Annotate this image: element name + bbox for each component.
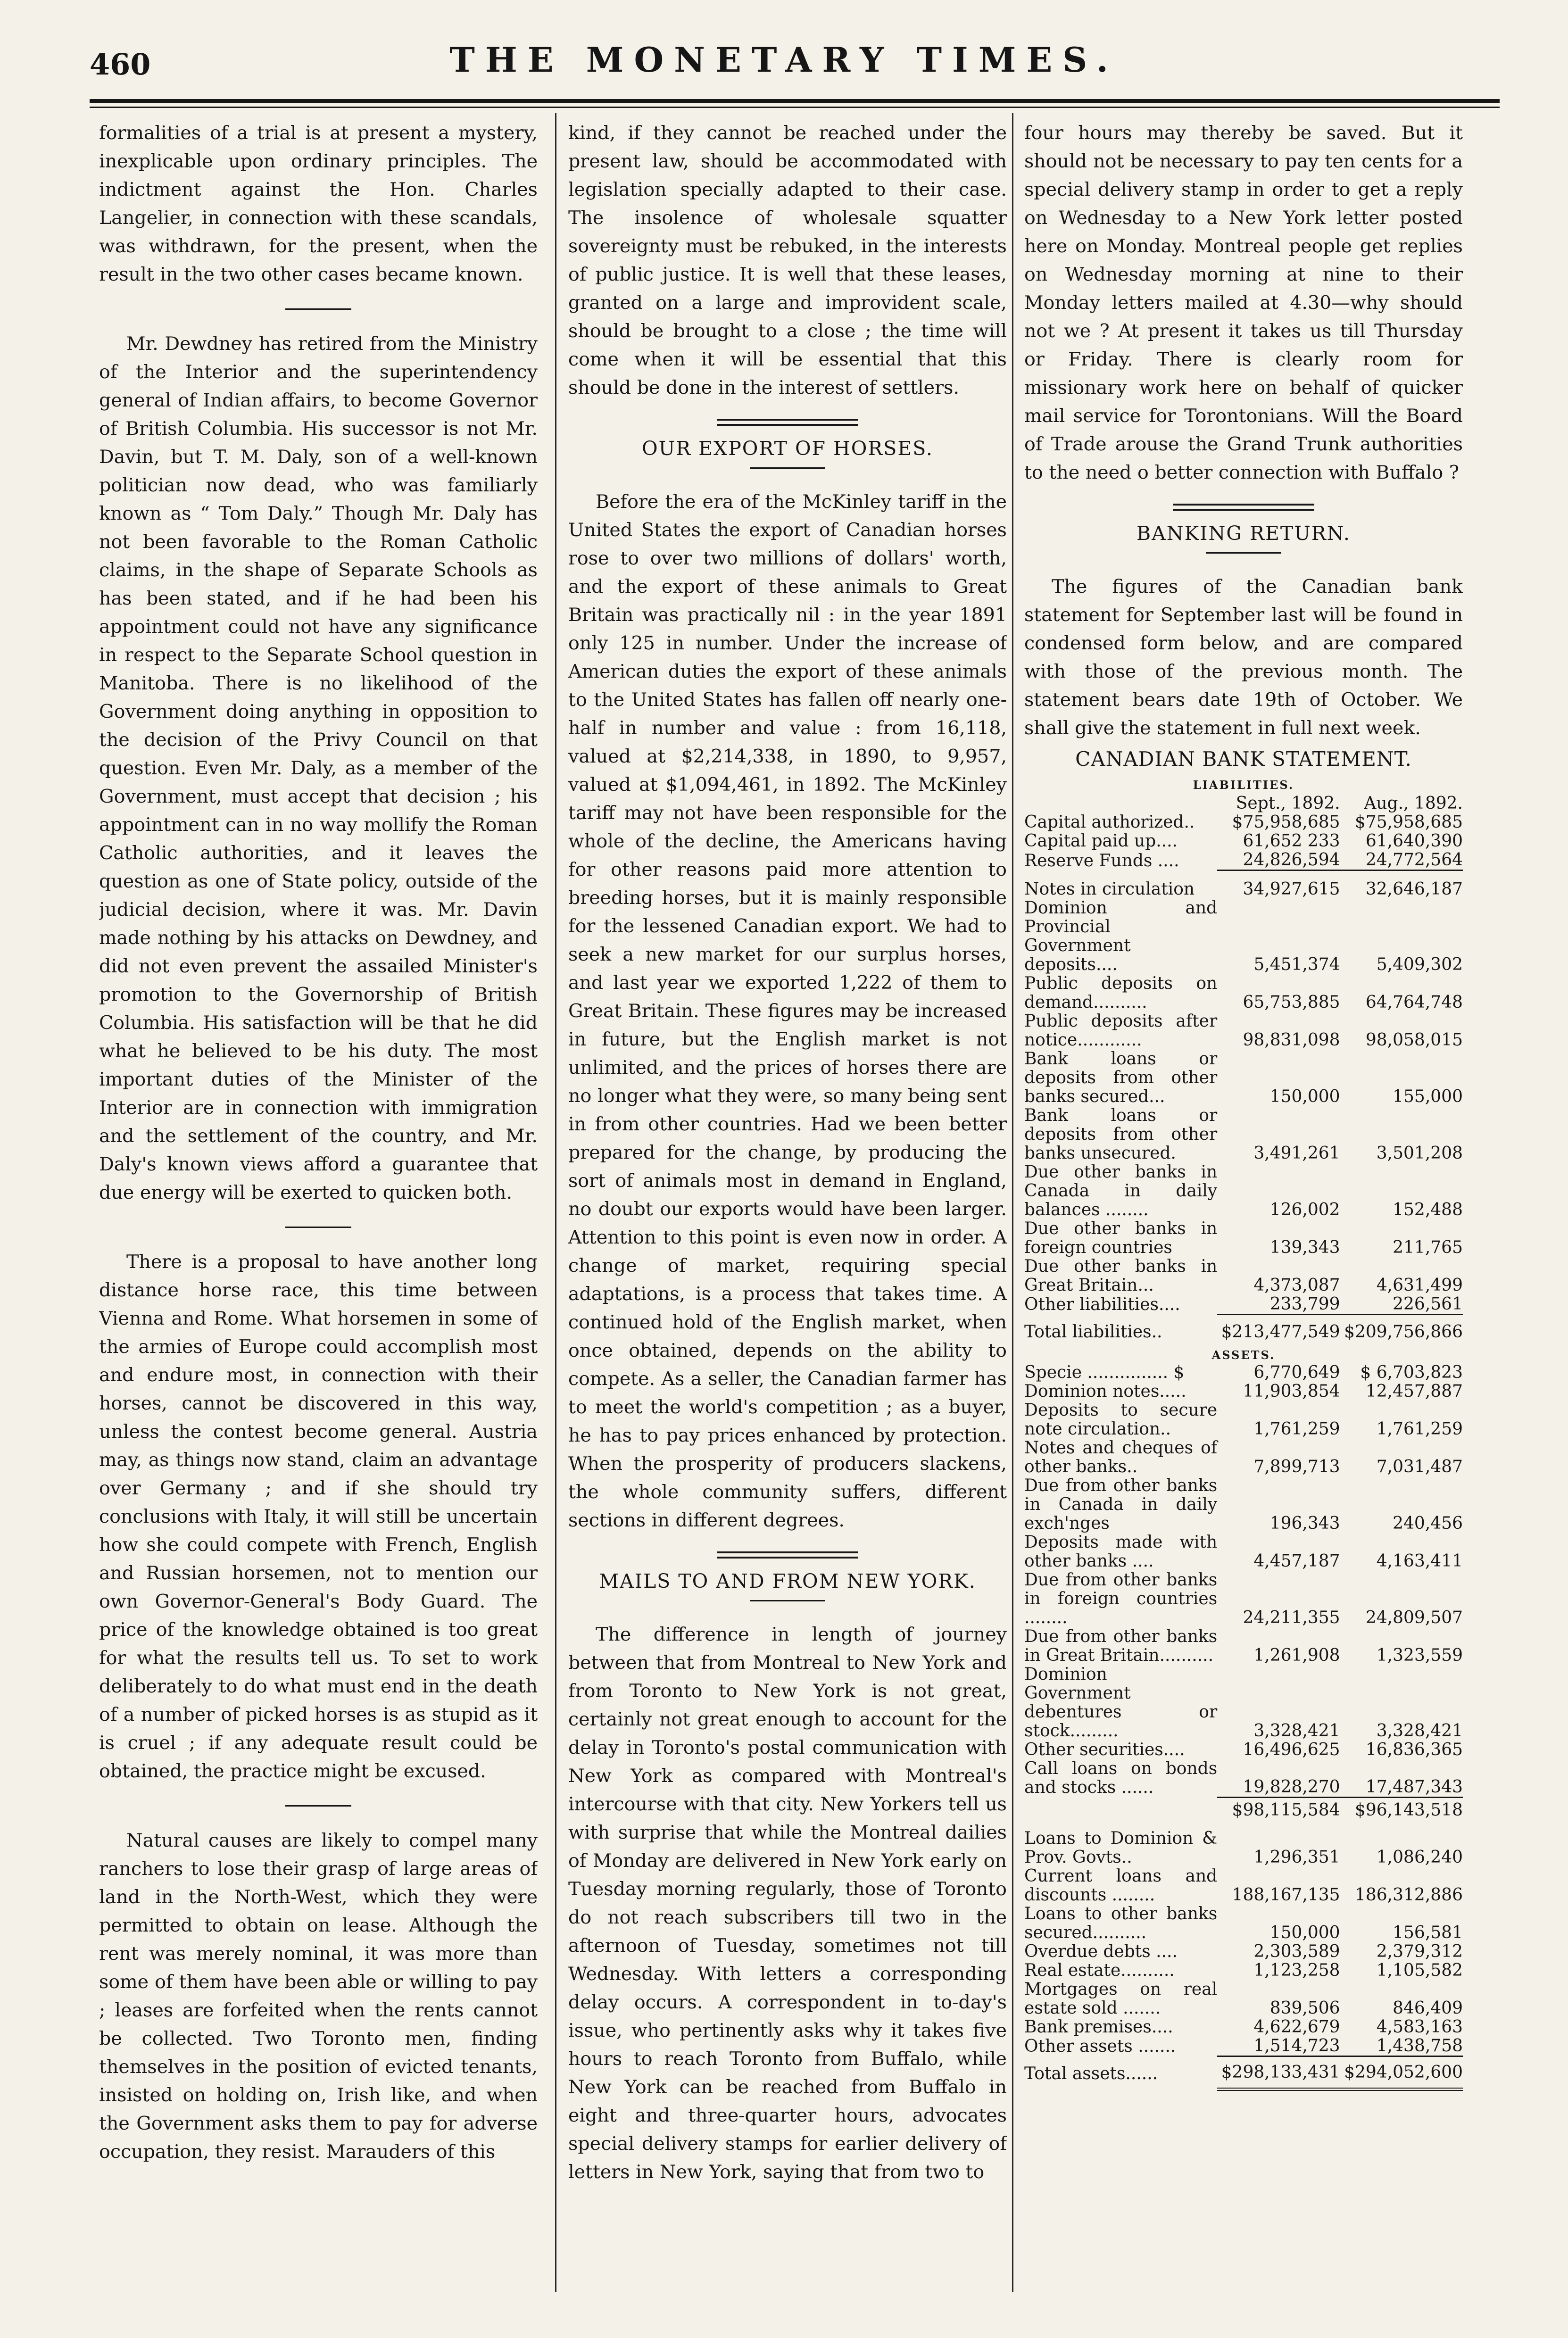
- row-value-aug: 1,086,240: [1376, 1847, 1463, 1867]
- row-value-aug: 3,501,208: [1376, 1143, 1463, 1163]
- row-value-sept: 139,343: [1269, 1237, 1340, 1257]
- row-value-sept: 126,002: [1269, 1200, 1340, 1219]
- paragraph: four hours may thereby be saved. But it should not be necessary to pay ten cents for a special delivery stamp in order to get a reply on Wednesday to a New York letter posted here on Monday. Montreal people get replies on Wednesday morning at nine to their Monday letters mailed at 4.30—why should not we ? At present it takes us till Thursday or Friday. There is clearly room for missionary work here on behalf of quicker mail service for Torontonians. Will the Board of Trade arouse the Grand Trunk authorities to the need o better connection with Buffalo ?: [1024, 122, 1463, 483]
- column-2: [568, 119, 1007, 2297]
- row-value-sept: 1,123,258: [1253, 1960, 1340, 1980]
- row-value-sept: 98,831,098: [1243, 1030, 1340, 1050]
- row-value-aug: 4,631,499: [1376, 1275, 1463, 1295]
- paragraph: kind, if they cannot be reached under the present law, should be accommodated with legislation specially adapted to their case. The insolence of wholesale squatter sovereignty must be rebuked, in the interests of public justice. It is well that these leases, granted on a large and improvident scale, should be brought to a close ; the time will come when it will be essential that this should be done in the interest of settlers.: [568, 122, 1007, 398]
- row-value-sept: 1,761,259: [1253, 1419, 1340, 1439]
- paragraph: formalities of a trial is at present a mystery, inexplicable upon ordinary principles. The indictment against the Hon. Charles Langelier, in connection with these scandals, was withdrawn, for the present, when the result in the two other cases became known.: [99, 122, 538, 285]
- heading-rules: [717, 1551, 858, 1559]
- table-row: [1024, 1163, 1463, 1219]
- row-label: Public deposits after notice............: [1024, 1011, 1218, 1050]
- bank-statement-title: CANADIAN BANK STATEMENT.: [1075, 747, 1412, 771]
- table-row: [1024, 1363, 1463, 1382]
- row-label: Deposits to secure note circulation..: [1024, 1401, 1218, 1439]
- row-label: Other securities....: [1024, 1740, 1185, 1759]
- row-value-aug: $96,143,518: [1340, 1797, 1463, 1820]
- table-row: [1024, 1012, 1463, 1050]
- row-label: Bank loans or deposits from other banks unsecured.: [1024, 1105, 1218, 1163]
- row-label: Notes in circulation: [1024, 879, 1195, 899]
- column-divider: [1012, 113, 1013, 2292]
- row-value-sept: 150,000: [1269, 1923, 1340, 1942]
- table-row: [1024, 1759, 1463, 1797]
- heading-underline: [750, 467, 825, 469]
- row-value-sept: 2,303,589: [1253, 1941, 1340, 1961]
- row-value-aug: 156,581: [1393, 1923, 1463, 1942]
- table-row: [1024, 871, 1463, 899]
- table-row: [1024, 974, 1463, 1012]
- assets-heading-label: ASSETS.: [1211, 1348, 1276, 1362]
- table-row: [1024, 1106, 1463, 1163]
- table-row: [1024, 1476, 1463, 1533]
- section-separator: [285, 308, 351, 310]
- masthead-title: THE MONETARY TIMES.: [449, 40, 1119, 80]
- row-label: Total liabilities..: [1024, 1322, 1162, 1342]
- page-header: [0, 0, 1568, 94]
- table-row: [1024, 1980, 1463, 2018]
- liabilities-heading: LIABILITIES.: [1193, 778, 1294, 792]
- row-value-sept: 24,826,594: [1243, 850, 1340, 870]
- row-value-sept: 188,167,135: [1232, 1885, 1340, 1905]
- row-value-aug: 61,640,390: [1365, 831, 1463, 851]
- row-label: Loans to other banks secured..........: [1024, 1904, 1218, 1942]
- row-value-sept: 61,652 233: [1243, 831, 1340, 851]
- row-value-sept: 4,373,087: [1253, 1275, 1340, 1295]
- row-value-aug: 64,764,748: [1365, 992, 1463, 1012]
- table-row: [1024, 1382, 1463, 1401]
- row-label: Current loans and discounts ........: [1024, 1866, 1218, 1905]
- row-value-aug: 3,328,421: [1376, 1721, 1463, 1741]
- paragraph: Natural causes are likely to compel many ranchers to lose their grasp of large areas of land in the North-West, which they were permitted to obtain on lease. Although the rent was merely nominal, it was more than some of them have been able or willing to pay ; leases are forfeited when the rents cannot be collected. Two Toronto men, finding themselves in the position of evicted tenants, insisted on holding on, Irish like, and when the Government asks them to pay for adverse occupation, they resist. Marauders of this: [99, 1830, 538, 2163]
- page-number: 460: [90, 47, 151, 82]
- row-value-aug: 2,379,312: [1376, 1941, 1463, 1961]
- row-value-aug: $294,052,600: [1340, 2056, 1463, 2089]
- row-value-aug: 211,765: [1393, 1237, 1463, 1257]
- row-label: Dominion and Provincial Government deposits....: [1024, 898, 1218, 974]
- row-label: Call loans on bonds and stocks ......: [1024, 1759, 1218, 1797]
- row-label: Public deposits on demand..........: [1024, 973, 1218, 1012]
- column-1: [99, 119, 538, 2297]
- total-liabilities-row: [1024, 1314, 1463, 1347]
- paragraph: The figures of the Canadian bank statement for September last will be found in condensed form below, and are compared with those of the previous month. The statement bears date 19th of October. We shall give the statement in full next week.: [1024, 576, 1463, 739]
- row-value-sept: 11,903,854: [1243, 1382, 1340, 1401]
- row-value-aug: 24,809,507: [1365, 1608, 1463, 1627]
- table-row: [1024, 832, 1463, 851]
- row-value-aug: 7,031,487: [1376, 1457, 1463, 1476]
- row-value-aug: 24,772,564: [1365, 850, 1463, 870]
- heading-underline: [1206, 552, 1281, 554]
- table-row: [1024, 1905, 1463, 1942]
- paragraph: Mr. Dewdney has retired from the Ministry of the Interior and the superintendency general of Indian affairs, to become Governor of British Columbia. His successor is not Mr. Davin, but T. M. Daly, son of a well-known politician now dead, who was familiarly known as “ Tom Daly.” Though Mr. Daly has not been favorable to the Roman Catholic claims, in the shape of Separate Schools as has been stated, and if he had been his appointment could not have any significance in respect to the Separate School question in Manitoba. There is no likelihood of the Government doing anything in opposition to the decision of the Privy Council on that question. Even Mr. Daly, as a member of the Government, must accept that decision ; his appointment can in no way mollify the Roman Catholic authorities, and it leaves the question as one of State policy, outside of the judicial decision, where it was. Mr. Davin made nothing by his attacks on Dewdney, and did not even prevent the assailed Minister's promotion to the Governorship of British Columbia. His satisfaction will be that he did what he believed to be his duty. The most important duties of the Minister of the Interior are in connection with immigration and the settlement of the country, and Mr. Daly's known views afford a guarantee that due energy will be exerted to quicken both.: [99, 333, 538, 1203]
- heading-underline: [750, 1600, 825, 1601]
- row-value-aug: 12,457,887: [1365, 1382, 1463, 1401]
- row-value-sept: 16,496,625: [1243, 1740, 1340, 1759]
- table-row: [1024, 851, 1463, 871]
- row-value-sept: 34,927,615: [1217, 871, 1340, 899]
- row-label: Due from other banks in foreign countries ........: [1024, 1570, 1218, 1627]
- heading-rules: [717, 419, 858, 426]
- row-value-aug: 16,836,365: [1365, 1740, 1463, 1759]
- table-row: [1024, 1867, 1463, 1905]
- row-value-aug: $209,756,866: [1340, 1314, 1463, 1347]
- row-value-sept: 3,328,421: [1253, 1721, 1340, 1741]
- row-label: Bank premises....: [1024, 2017, 1173, 2037]
- row-value-aug: 240,456: [1393, 1514, 1463, 1533]
- row-label: Mortgages on real estate sold .......: [1024, 1979, 1218, 2018]
- row-label: Due other banks in Canada in daily balances ........: [1024, 1162, 1218, 1219]
- row-value-sept: 1,296,351: [1253, 1847, 1340, 1867]
- row-value-sept: 19,828,270: [1243, 1777, 1340, 1797]
- row-label: Due other banks in foreign countries: [1024, 1219, 1218, 1257]
- table-header-row: [1024, 794, 1463, 813]
- table-row: [1024, 1820, 1463, 1867]
- table-header-sept: Sept., 1892.: [1236, 794, 1340, 813]
- row-label: Overdue debts ....: [1024, 1941, 1178, 1961]
- row-value-aug: 4,163,411: [1376, 1551, 1463, 1571]
- row-value-sept: $213,477,549: [1217, 1314, 1340, 1347]
- row-value-aug: 32,646,187: [1340, 871, 1463, 899]
- section-heading: BANKING RETURN.: [1137, 522, 1351, 545]
- row-label: Due other banks in Great Britain...: [1024, 1256, 1218, 1295]
- row-value-aug: 1,105,582: [1376, 1960, 1463, 1980]
- row-value-sept: 5,451,374: [1253, 954, 1340, 974]
- row-label: Capital authorized..: [1024, 812, 1195, 832]
- heading-rules: [1173, 504, 1314, 511]
- row-label: Real estate..........: [1024, 1960, 1175, 1980]
- table-header-aug: Aug., 1892.: [1364, 794, 1463, 813]
- row-label: Dominion Government debentures or stock.........: [1024, 1665, 1218, 1741]
- table-row: [1024, 2037, 1463, 2056]
- paragraph: There is a proposal to have another long distance horse race, this time between Vienna and Rome. What horsemen in some of the armies of Europe could accomplish most and endure most, in connection with their horses, cannot be discovered in this way, unless the contest become general. Austria may, as things now stand, claim an advantage over Germany ; and if she should try conclusions with Italy, it will still be uncertain how she could compete with French, English and Russian horsemen, not to mention our own Governor-General's Body Guard. The price of the knowledge obtained is too great for what the results tell us. To set to work deliberately to do what must end in the death of a number of picked horses is as stupid as it is cruel ; if any adequate result could be obtained, the practice might be excused.: [99, 1251, 538, 1782]
- table-row: [1024, 813, 1463, 832]
- row-value-aug: 1,438,758: [1376, 2036, 1463, 2056]
- row-value-aug: 226,561: [1393, 1294, 1463, 1314]
- row-label: [1024, 1797, 1217, 1820]
- table-row: [1024, 1741, 1463, 1759]
- row-value-aug: $75,958,685: [1354, 812, 1463, 832]
- row-value-sept: 4,457,187: [1253, 1551, 1340, 1571]
- row-value-sept: 24,211,355: [1243, 1608, 1340, 1627]
- row-label: Other assets .......: [1024, 2037, 1176, 2056]
- row-label: Specie ............... $: [1024, 1363, 1185, 1382]
- table-row: [1024, 1257, 1463, 1295]
- row-value-aug: $ 6,703,823: [1360, 1363, 1463, 1382]
- table-row: [1024, 1439, 1463, 1476]
- table-row: [1024, 1401, 1463, 1439]
- row-value-sept: $298,133,431: [1217, 2056, 1340, 2089]
- column-3: [1024, 119, 1463, 2297]
- row-label: Bank loans or deposits from other banks secured...: [1024, 1049, 1218, 1106]
- row-value-sept: 65,753,885: [1243, 992, 1340, 1012]
- row-value-sept: 233,799: [1269, 1294, 1340, 1314]
- row-label: Other liabilities....: [1024, 1295, 1180, 1314]
- row-value-sept: $75,958,685: [1232, 812, 1340, 832]
- row-value-aug: 1,761,259: [1376, 1419, 1463, 1439]
- row-value-aug: 5,409,302: [1376, 954, 1463, 974]
- row-value-aug: 186,312,886: [1354, 1885, 1463, 1905]
- table-row: [1024, 899, 1463, 974]
- row-value-aug: 17,487,343: [1365, 1777, 1463, 1797]
- row-label: Due from other banks in Canada in daily exch'nges: [1024, 1476, 1218, 1533]
- table-row: [1024, 1219, 1463, 1257]
- header-rule-thin: [90, 107, 1500, 108]
- row-value-sept: 7,899,713: [1253, 1457, 1340, 1476]
- row-value-sept: 6,770,649: [1253, 1363, 1340, 1382]
- table-row: [1024, 1665, 1463, 1741]
- row-value-sept: 839,506: [1269, 1998, 1340, 2018]
- row-value-sept: 3,491,261: [1253, 1143, 1340, 1163]
- row-value-sept: 1,261,908: [1253, 1646, 1340, 1665]
- table-row: [1024, 1295, 1463, 1315]
- section-separator: [285, 1227, 351, 1228]
- paragraph: Before the era of the McKinley tariff in the United States the export of Canadian horses rose to over two millions of dollars' worth, and the export of these animals to Great Britain was practically nil : in the year 1891 only 125 in number. Under the increase of American duties the export of these animals to the United States has fallen off nearly one-half in number and value : from 16,118, valued at $2,214,338, in 1890, to 9,957, valued at $1,094,461, in 1892. The McKinley tariff may not have been responsible for the whole of the decline, the Americans having for other reasons paid more attention to breeding horses, but it is mainly responsible for the lessened Canadian export. We had to seek a new market for our surplus horses, and last year we exported 1,222 of them to Great Britain. These figures may be increased in future, but the English market is not unlimited, and the prices of horses there are no longer what they were, so many being sent in from other countries. Had we been better prepared for the change, by producing the sort of animals most in demand in England, no doubt our exports would have been larger. Attention to this point is even now in order. A change of market, requiring special adaptations, is a process that takes time. A continued hold of the English market, when once obtained, depends on the ability to compete. As a seller, the Canadian farmer has to meet the world's competition ; as a buyer, he has to pay prices enhanced by protection. When the prosperity of producers slackens, the whole community suffers, different sections in different degrees.: [568, 491, 1007, 1531]
- bank-statement-body: [1024, 794, 1463, 2089]
- row-value-aug: 4,583,163: [1376, 2017, 1463, 2037]
- table-row: [1024, 1050, 1463, 1106]
- row-label: Reserve Funds ....: [1024, 851, 1179, 871]
- row-value-aug: 155,000: [1393, 1086, 1463, 1106]
- row-label: Due from other banks in Great Britain..........: [1024, 1627, 1218, 1665]
- row-value-sept: 196,343: [1269, 1514, 1340, 1533]
- row-label: Total assets......: [1024, 2064, 1158, 2083]
- row-value-sept: 1,514,723: [1253, 2036, 1340, 2056]
- row-label: Deposits made with other banks ....: [1024, 1533, 1218, 1571]
- bank-statement-table: [1024, 794, 1463, 2091]
- row-label: Loans to Dominion & Prov. Govts..: [1024, 1828, 1218, 1867]
- assets-heading: [1024, 1347, 1463, 1363]
- section-separator: [285, 1805, 351, 1807]
- table-row: [1024, 2018, 1463, 2037]
- row-value-aug: 1,323,559: [1376, 1646, 1463, 1665]
- row-label: Capital paid up....: [1024, 831, 1178, 851]
- row-value-sept: 150,000: [1269, 1086, 1340, 1106]
- table-row: [1024, 1961, 1463, 1980]
- row-value-aug: 152,488: [1393, 1200, 1463, 1219]
- column-divider: [555, 113, 556, 2292]
- table-row: [1024, 1942, 1463, 1961]
- table-row: [1024, 1571, 1463, 1627]
- table-row: [1024, 1627, 1463, 1665]
- total-assets-row: [1024, 2056, 1463, 2089]
- table-row: [1024, 1533, 1463, 1571]
- header-rule: [90, 99, 1500, 103]
- section-heading: MAILS TO AND FROM NEW YORK.: [599, 1570, 976, 1592]
- subtotal-assets-row: [1024, 1797, 1463, 1820]
- row-label: Notes and cheques of other banks..: [1024, 1438, 1218, 1476]
- row-value-sept: $98,115,584: [1217, 1797, 1340, 1820]
- row-value-sept: 4,622,679: [1253, 2017, 1340, 2037]
- section-heading: OUR EXPORT OF HORSES.: [642, 437, 933, 460]
- table-header-label: [1024, 794, 1217, 813]
- row-label: Dominion notes.....: [1024, 1382, 1186, 1401]
- row-value-aug: 846,409: [1393, 1998, 1463, 2018]
- row-value-aug: 98,058,015: [1365, 1030, 1463, 1050]
- paragraph: The difference in length of journey between that from Montreal to New York and from Toronto to New York is not great, certainly not great enough to account for the delay in Toronto's postal communication with New York as compared with Montreal's intercourse with that city. New Yorkers tell us with surprise that while the Montreal dailies of Monday are delivered in New York early on Tuesday morning regularly, those of Toronto do not reach subscribers till two in the afternoon of Tuesday, sometimes not till Wednesday. With letters a corresponding delay occurs. A correspondent in to-day's issue, who pertinently asks why it takes five hours to reach Toronto from Buffalo, while New York can be reached from Buffalo in eight and three-quarter hours, advocates special delivery stamps for earlier delivery of letters in New York, saying that from two to: [568, 1624, 1007, 2183]
